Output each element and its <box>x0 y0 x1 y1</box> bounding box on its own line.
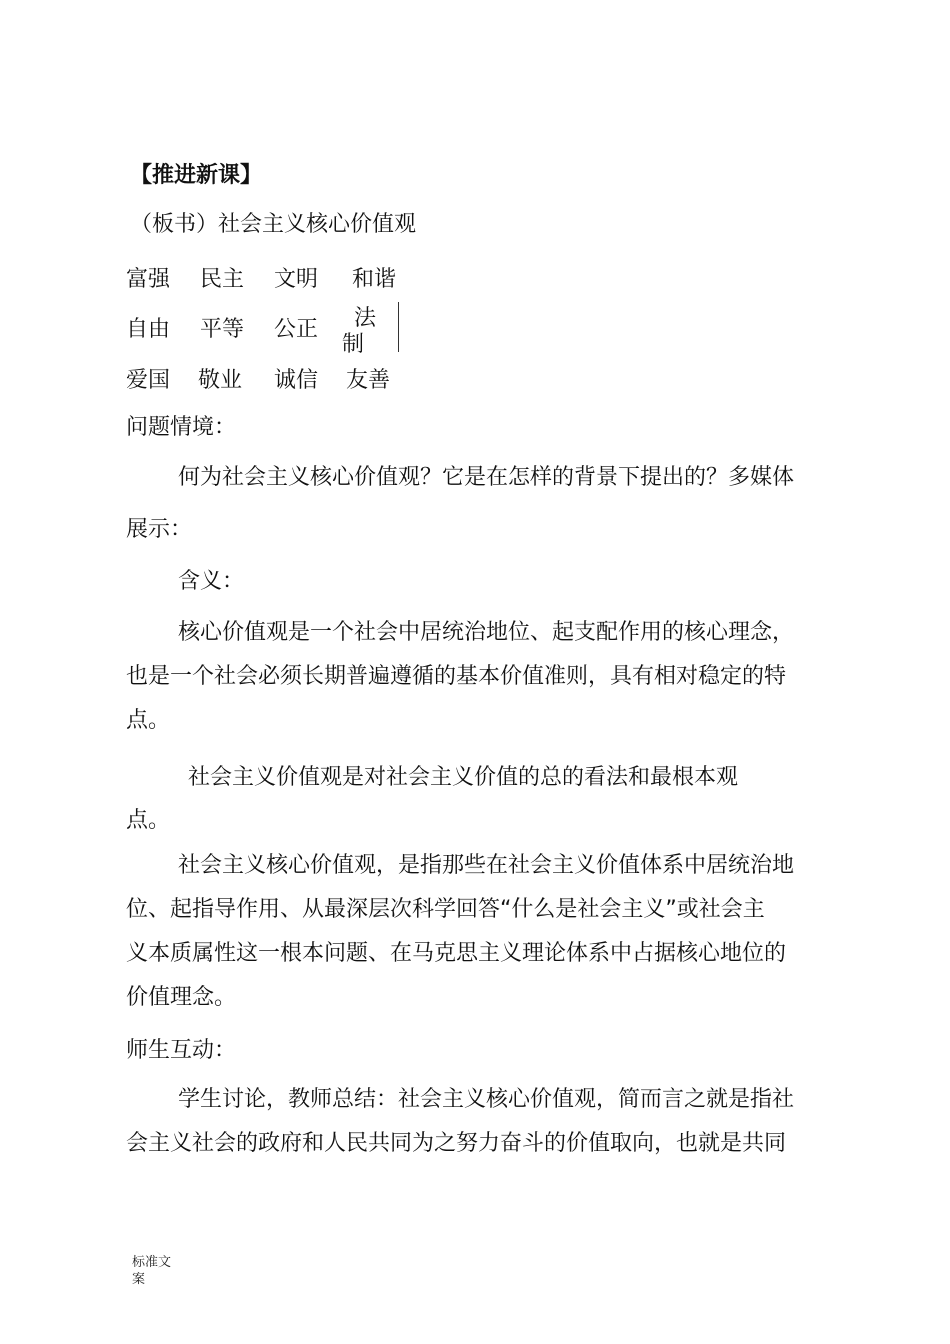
paragraph-line: 社会主义核心价值观，是指那些在社会主义价值体系中居统治地 <box>178 853 795 878</box>
paragraph-line: 位、起指导作用、从最深层次科学回答“什么是社会主义”或社会主 <box>126 897 765 922</box>
board-title: （板书）社会主义核心价值观 <box>130 212 417 237</box>
paragraph-line: 会主义社会的政府和人民共同为之努力奋斗的价值取向，也就是共同 <box>126 1131 787 1156</box>
value-cell: 自由 <box>126 317 171 342</box>
label-problem-scenario: 问题情境： <box>126 415 237 440</box>
value-cell: 爱国 <box>126 368 171 393</box>
paragraph-line: 义本质属性这一根本问题、在马克思主义理论体系中占据核心地位的 <box>126 941 787 966</box>
value-cell: 诚信 <box>274 368 319 393</box>
paragraph-line: 社会主义价值观是对社会主义价值的总的看法和最根本观 <box>188 765 739 790</box>
cell-border <box>398 302 399 352</box>
label-meaning: 含义： <box>178 569 245 594</box>
paragraph-line: 展示： <box>126 517 193 542</box>
value-cell: 敬业 <box>198 368 243 393</box>
value-cell: 富强 <box>126 267 171 292</box>
value-cell-stacked-bottom: 制 <box>341 332 364 357</box>
value-cell-stacked-top: 法 <box>353 306 376 331</box>
paragraph-line: 也是一个社会必须长期普遍遵循的基本价值准则，具有相对稳定的特 <box>126 664 787 689</box>
paragraph-line: 何为社会主义核心价值观？它是在怎样的背景下提出的？多媒体 <box>178 465 795 490</box>
value-cell: 民主 <box>200 267 245 292</box>
paragraph-line: 点。 <box>126 708 171 733</box>
paragraph-line: 点。 <box>126 808 171 833</box>
value-cell-clipped: 和谐 <box>352 267 397 292</box>
paragraph-line: 学生讨论，教师总结：社会主义核心价值观，简而言之就是指社 <box>178 1087 795 1112</box>
label-interaction: 师生互动： <box>126 1038 237 1063</box>
value-cell: 文明 <box>274 267 319 292</box>
value-cell: 友善 <box>346 368 391 393</box>
value-cell: 平等 <box>200 317 245 342</box>
value-cell: 公正 <box>274 317 319 342</box>
footer-label: 标准文案 <box>132 1255 172 1287</box>
paragraph-line: 价值理念。 <box>126 985 237 1010</box>
section-heading: 【推进新课】 <box>130 163 263 188</box>
paragraph-line: 核心价值观是一个社会中居统治地位、起支配作用的核心理念， <box>178 620 795 645</box>
